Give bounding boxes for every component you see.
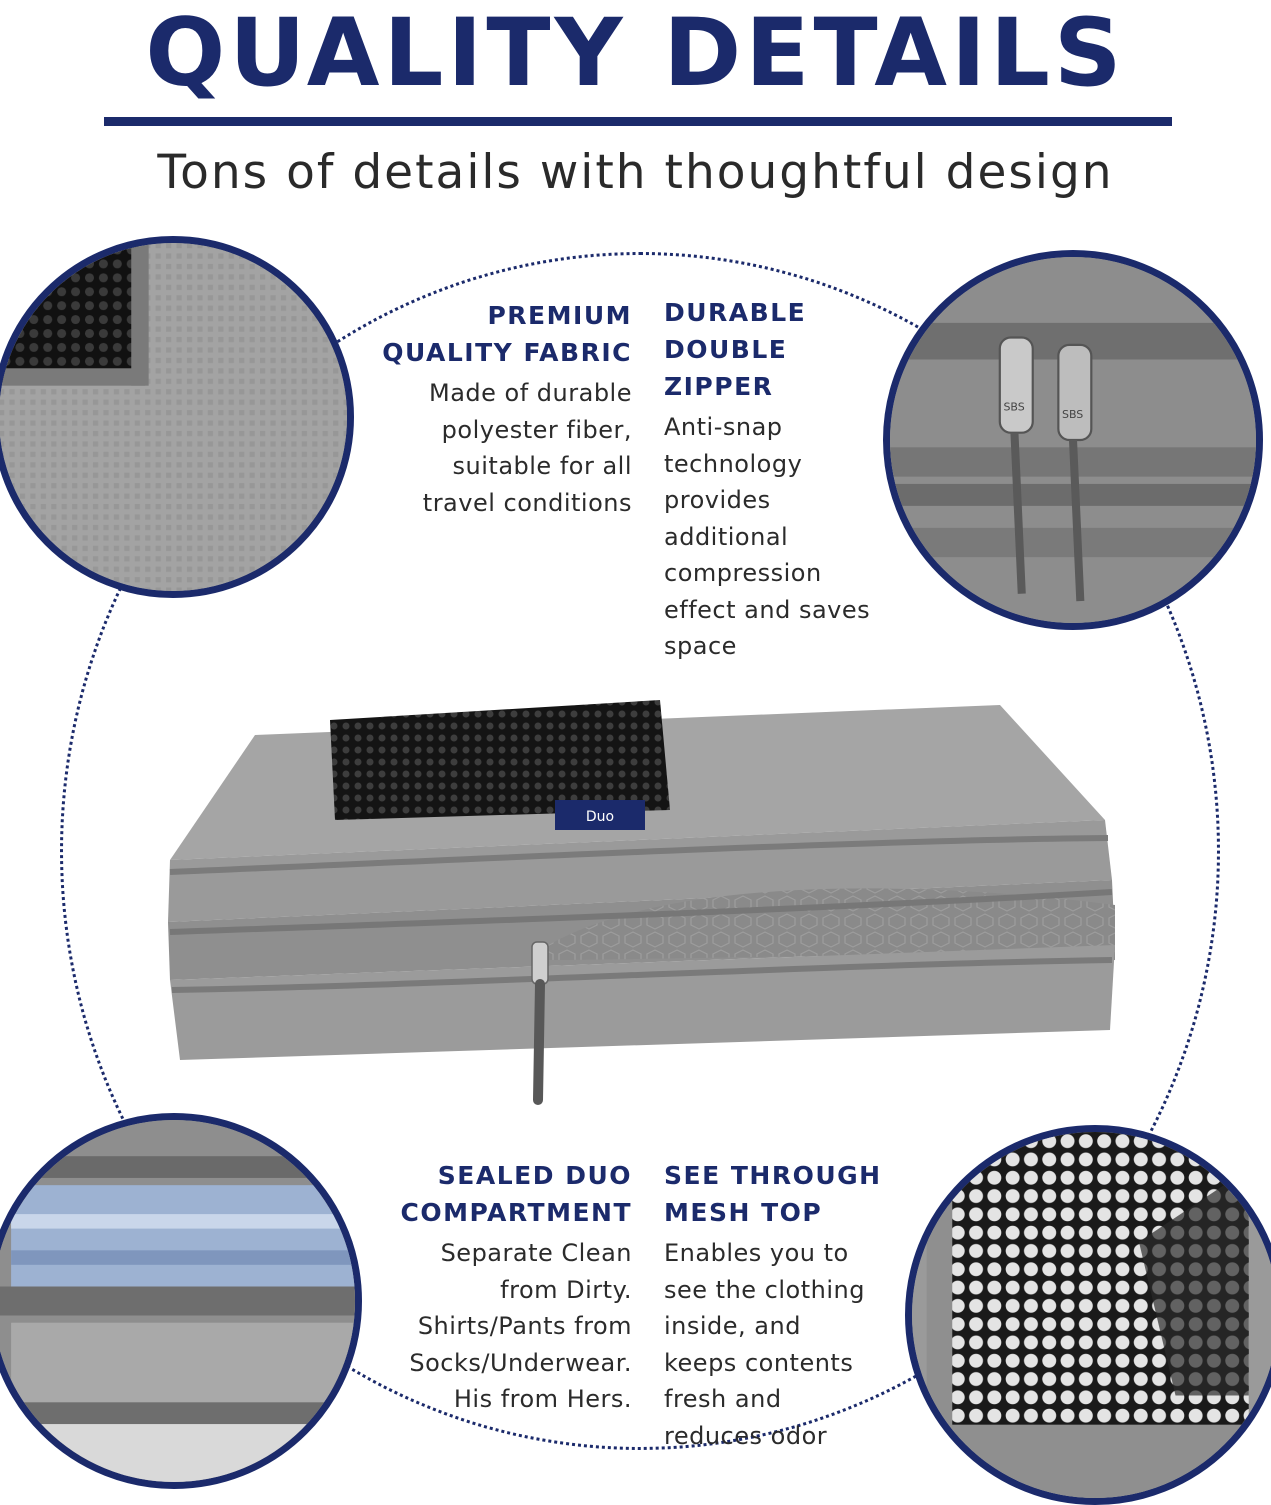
feature-text: fresh and (664, 1385, 782, 1413)
feature-text: Enables you to (664, 1239, 849, 1267)
zipper-closeup-image (883, 250, 1263, 630)
feature-text: Anti-snap (664, 413, 783, 441)
feature-title: DOUBLE ZIPPER (664, 335, 788, 401)
feature-title: PREMIUM (487, 301, 632, 330)
feature-text: effect and saves (664, 595, 871, 624)
feature-text: suitable for all (452, 452, 632, 480)
zipper-brand-mark: SBS (1003, 400, 1025, 414)
feature-text: space (664, 632, 737, 660)
feature-text: travel conditions (422, 488, 632, 517)
feature-text: provides (664, 486, 771, 514)
feature-text: polyester fiber, (441, 415, 632, 444)
feature-text: technology (664, 449, 803, 478)
page-title: QUALITY DETAILS (145, 0, 1126, 108)
feature-premium-fabric (340, 297, 632, 521)
zipper-brand-mark: SBS (1062, 408, 1084, 422)
feature-text: keeps contents (664, 1348, 854, 1377)
mesh-closeup-image (905, 1125, 1271, 1505)
feature-text: additional (664, 522, 789, 551)
feature-title: SEALED DUO (437, 1161, 632, 1190)
compartment-closeup-image (0, 1113, 362, 1489)
feature-text: Made of durable (429, 379, 632, 407)
feature-text: reduces odor (664, 1421, 828, 1450)
feature-text: from Dirty. (500, 1275, 632, 1304)
feature-text: inside, and (664, 1312, 801, 1340)
feature-title: QUALITY FABRIC (382, 338, 632, 367)
feature-text: His from Hers. (453, 1385, 632, 1413)
feature-text: Shirts/Pants from (417, 1312, 632, 1340)
feature-sealed-compartment (340, 1157, 632, 1418)
feature-text: compression (664, 559, 822, 587)
feature-title: MESH TOP (664, 1198, 823, 1227)
brand-label-text: Duo (585, 809, 615, 825)
title-divider (104, 117, 1172, 126)
feature-text: Socks/Underwear. (409, 1348, 632, 1377)
fabric-closeup-image (0, 236, 354, 598)
packing-cube-photo (160, 660, 1120, 1140)
feature-double-zipper (664, 294, 904, 665)
feature-mesh-top (664, 1157, 904, 1454)
feature-text: Separate Clean (440, 1239, 632, 1267)
page-subtitle: Tons of details with thoughtful design (157, 145, 1114, 200)
feature-title: DURABLE (664, 298, 807, 327)
feature-text: see the clothing (664, 1275, 865, 1304)
feature-title: COMPARTMENT (400, 1198, 632, 1227)
feature-title: SEE THROUGH (664, 1161, 882, 1190)
